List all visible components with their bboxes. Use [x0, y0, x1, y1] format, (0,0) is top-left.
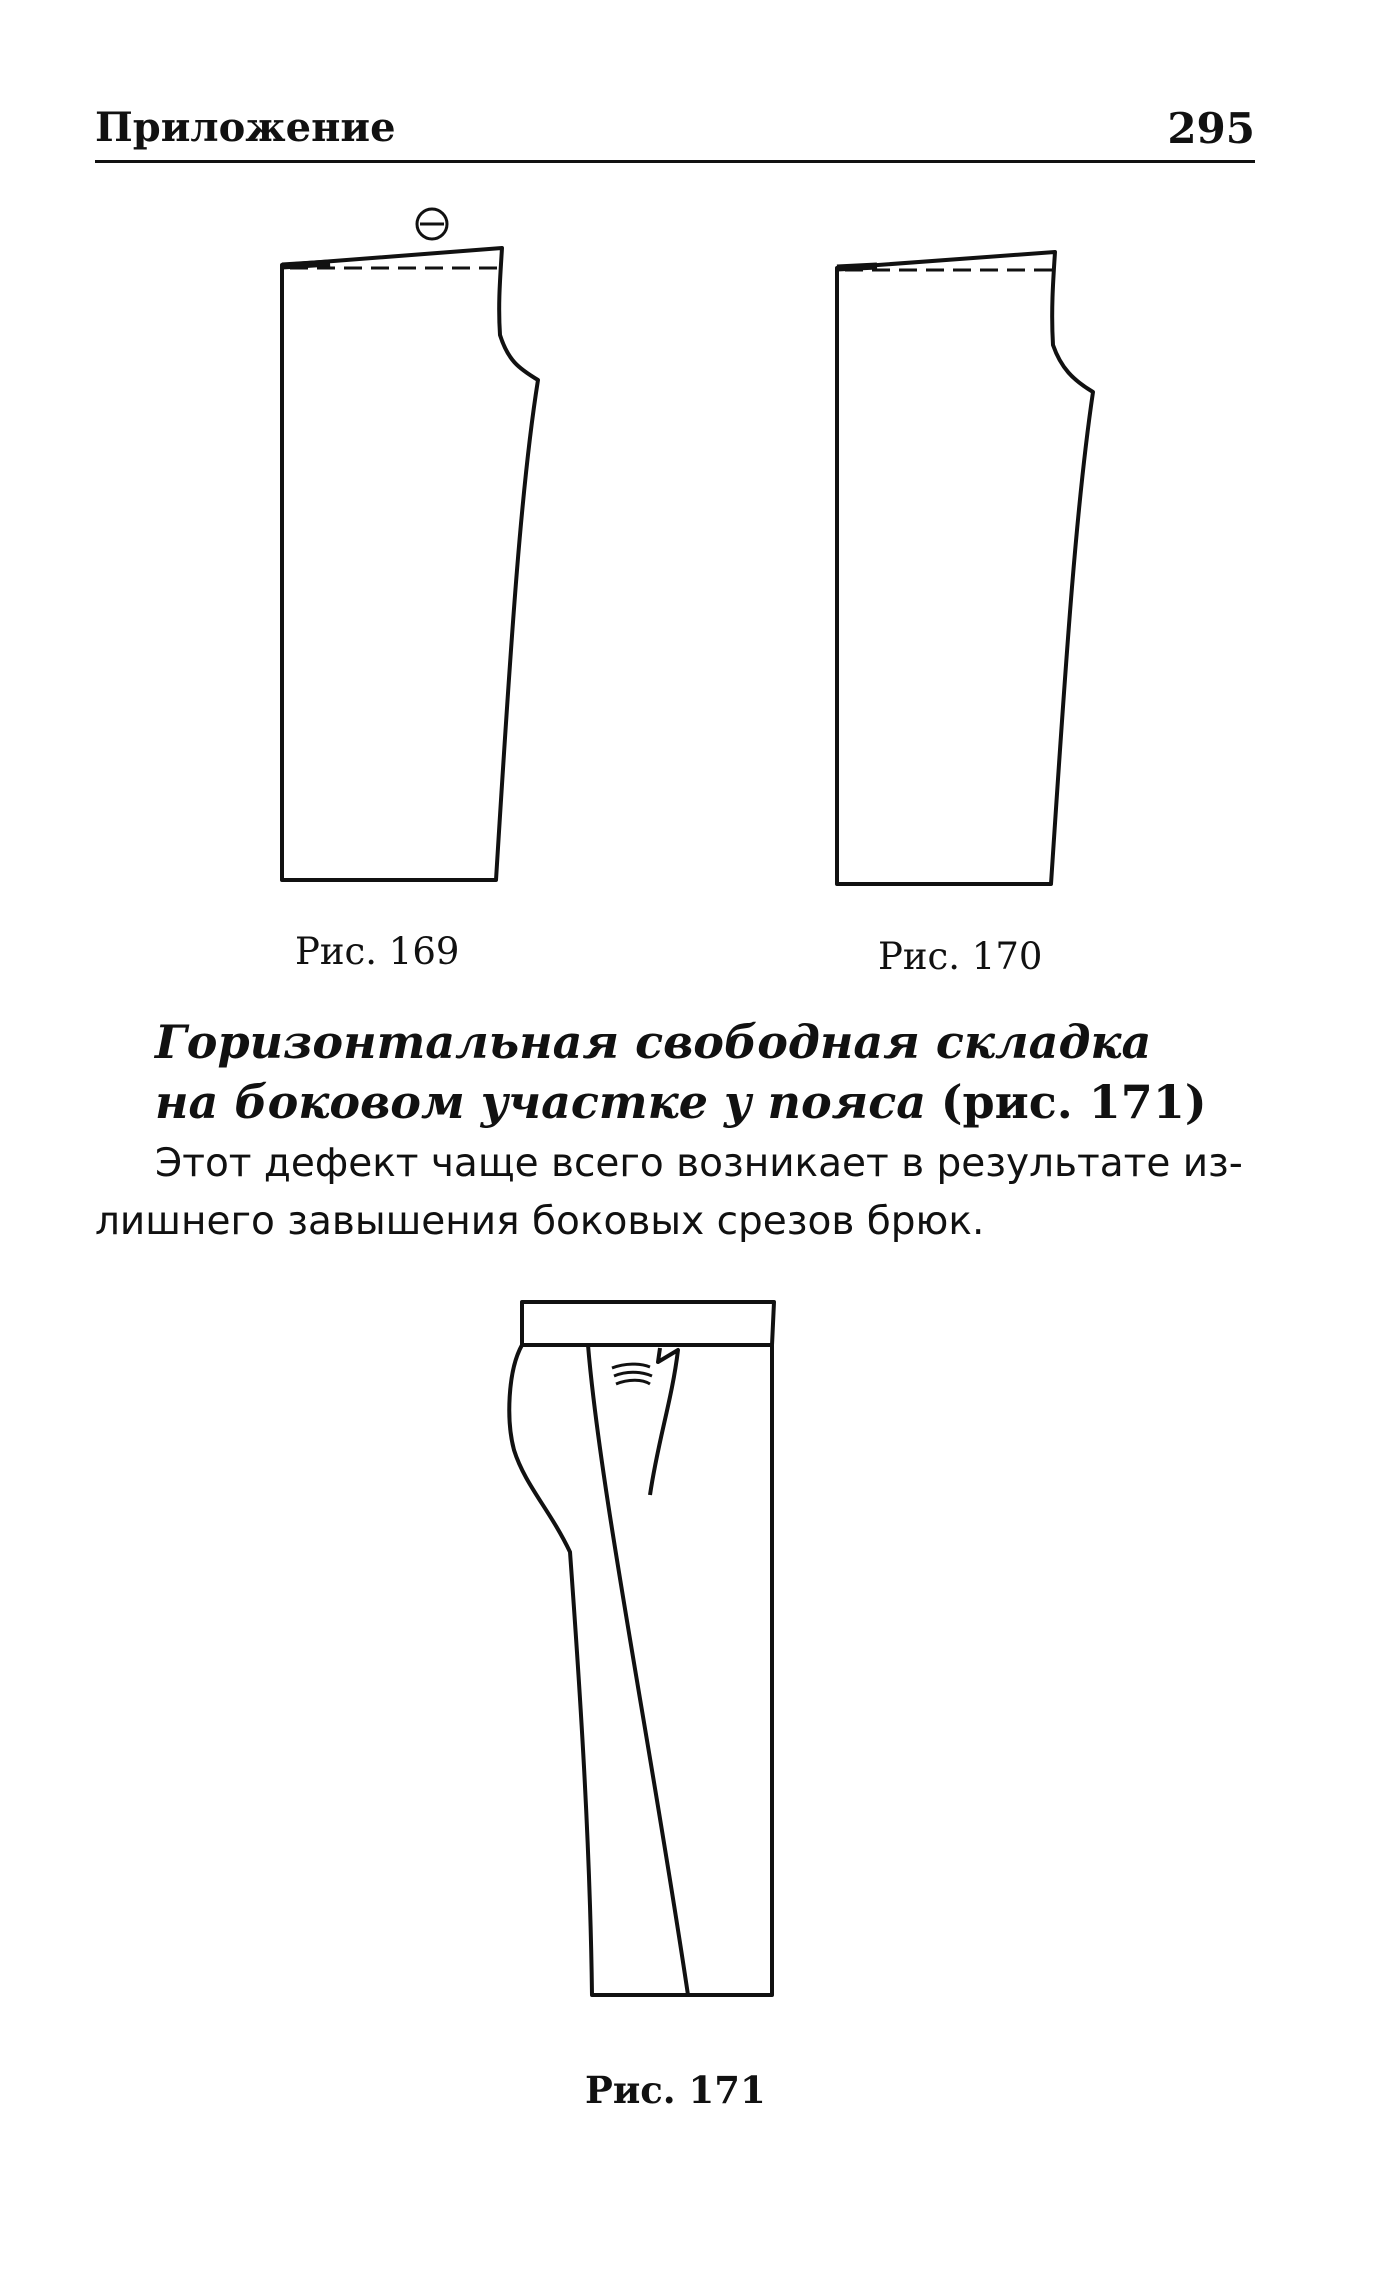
- fig169-waist-mark: [282, 263, 330, 266]
- page-header: [95, 100, 1255, 163]
- fig171-crease: [588, 1345, 688, 1995]
- body-paragraph: [95, 1135, 1265, 1251]
- figure-170-pattern: [815, 200, 1125, 900]
- figure-171-caption: Рис. 171: [585, 2068, 766, 2112]
- fig171-waistband: [522, 1302, 774, 1345]
- fig171-fold-lines: [612, 1364, 652, 1384]
- figure-170-caption: Рис. 170: [878, 935, 1043, 978]
- body-line-1: Этот дефект чаще всего возникает в результате из-: [155, 1141, 1243, 1186]
- fig170-outline: [837, 252, 1093, 884]
- section-title-line1: Горизонтальная свободная складка: [155, 1015, 1152, 1069]
- fig171-pocket: [650, 1348, 678, 1495]
- section-title-figure-ref: (рис. 171): [940, 1075, 1207, 1129]
- figure-169-pattern: [260, 200, 560, 900]
- fig170-waist-mark: [837, 266, 877, 268]
- fig169-outline: [282, 248, 538, 880]
- section-title-line2: на боковом участке у пояса: [155, 1075, 927, 1129]
- minus-in-circle-icon: [417, 209, 447, 239]
- running-title: Приложение: [95, 104, 396, 151]
- fig171-outline: [509, 1345, 772, 1995]
- body-line-2: лишнего завышения боковых срезов брюк.: [95, 1199, 985, 1244]
- figure-169-caption: Рис. 169: [295, 930, 460, 973]
- page-number: 295: [1167, 104, 1255, 153]
- figure-171-trousers: [500, 1290, 800, 2010]
- section-title: [155, 1012, 1265, 1132]
